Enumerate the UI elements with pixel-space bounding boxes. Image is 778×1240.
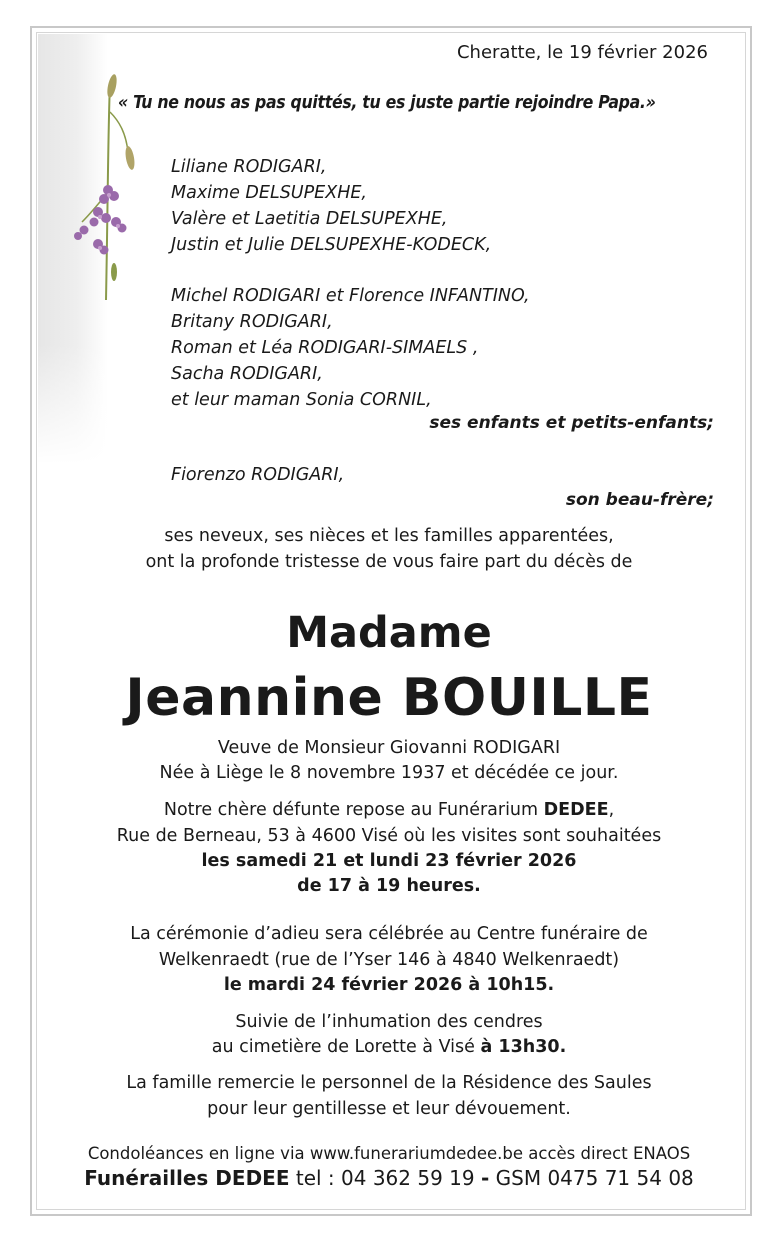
family-member: Liliane RODIGARI, — [171, 157, 327, 177]
deceased-name: Jeannine BOUILLE — [125, 668, 653, 728]
family-member: Roman et Léa RODIGARI-SIMAELS , — [171, 338, 479, 358]
relation-label: son beau-frère; — [565, 490, 714, 510]
gsm: GSM 0475 71 54 08 — [489, 1166, 694, 1190]
family-member: Britany RODIGARI, — [171, 312, 333, 332]
burial-line: Suivie de l’inhumation des cendres — [235, 1012, 543, 1032]
thanks-line: pour leur gentillesse et leur dévouement. — [207, 1099, 571, 1119]
visitation-address: Rue de Berneau, 53 à 4600 Visé où les visites sont souhaitées — [116, 826, 662, 846]
condolences-line: Condoléances en ligne via www.funerariumdedee.be accès direct ENAOS — [87, 1144, 691, 1163]
burial-location — [0, 1037, 778, 1057]
family-member: Michel RODIGARI et Florence INFANTINO, — [171, 286, 530, 306]
intro-line: ont la profonde tristesse de vous faire part du décès de — [145, 552, 633, 572]
birth-death-line: Née à Liège le 8 novembre 1937 et décédée ce jour. — [159, 763, 619, 783]
visitation-comma: , — [608, 800, 615, 820]
deceased-title: Madame — [286, 608, 492, 658]
burial-location-text: au cimetière de Lorette à Visé — [211, 1037, 481, 1057]
ceremony-line: La cérémonie d’adieu sera célébrée au Centre funéraire de — [130, 924, 648, 944]
phone: tel : 04 362 59 19 — [289, 1166, 481, 1190]
funerarium-name: DEDEE — [543, 800, 609, 820]
relation-label: ses enfants et petits-enfants; — [429, 413, 714, 433]
visitation-dates: les samedi 21 et lundi 23 février 2026 — [201, 851, 577, 871]
intro-line: ses neveux, ses nièces et les familles apparentées, — [164, 526, 614, 546]
family-member: Sacha RODIGARI, — [171, 364, 323, 384]
visitation-hours: de 17 à 19 heures. — [297, 876, 481, 896]
quote: « Tu ne nous as pas quittés, tu es juste partie rejoindre Papa.» — [118, 93, 656, 113]
visitation-text: Notre chère défunte repose au Funérarium — [163, 800, 544, 820]
separator-dash: - — [480, 1166, 490, 1190]
family-member: Maxime DELSUPEXHE, — [171, 183, 367, 203]
family-member: Valère et Laetitia DELSUPEXHE, — [171, 209, 448, 229]
thanks-line: La famille remercie le personnel de la Résidence des Saules — [126, 1073, 652, 1093]
company-name: Funérailles DEDEE — [84, 1166, 290, 1190]
family-member: Fiorenzo RODIGARI, — [171, 465, 345, 485]
family-member: Justin et Julie DELSUPEXHE-KODECK, — [171, 235, 492, 255]
visitation-line — [0, 800, 778, 820]
date-line: Cheratte, le 19 février 2026 — [456, 42, 708, 63]
ceremony-address: Welkenraedt (rue de l’Yser 146 à 4840 Welkenraedt) — [158, 950, 620, 970]
family-member: et leur maman Sonia CORNIL, — [171, 390, 432, 410]
burial-time: à 13h30. — [480, 1037, 567, 1057]
widow-line: Veuve de Monsieur Giovanni RODIGARI — [217, 738, 561, 758]
ceremony-date: le mardi 24 février 2026 à 10h15. — [223, 975, 555, 995]
contact-line — [0, 1166, 778, 1190]
